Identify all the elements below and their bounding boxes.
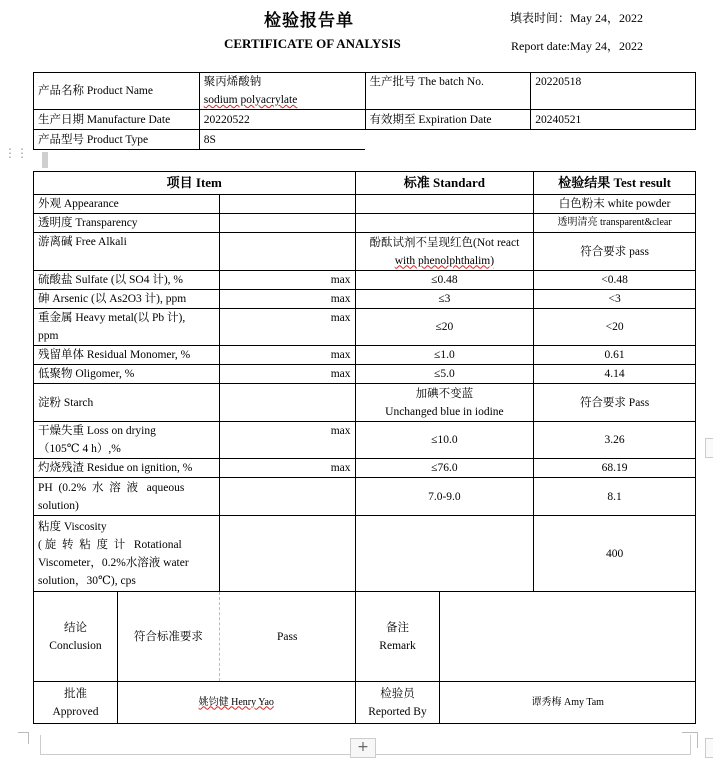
item-line: solution) bbox=[38, 499, 79, 512]
item-cell[interactable]: 残留单体 Residual Monomer, % bbox=[34, 346, 220, 365]
empty-cell bbox=[365, 130, 531, 150]
table-row bbox=[34, 478, 696, 516]
item-line: 重金属 Heavy metal(以 Pb 计), bbox=[38, 312, 186, 324]
add-row-icon[interactable]: + bbox=[350, 738, 376, 758]
conclusion-row bbox=[34, 592, 696, 682]
max-cell[interactable]: max bbox=[219, 309, 355, 346]
max-cell[interactable]: max bbox=[219, 271, 355, 290]
document-title-en: CERTIFICATE OF ANALYSIS bbox=[224, 36, 401, 51]
max-cell[interactable] bbox=[219, 516, 355, 592]
item-cell[interactable]: 游离碱 Free Alkali bbox=[34, 233, 220, 271]
standard-line: Unchanged blue in iodine bbox=[385, 405, 504, 418]
batch-value[interactable]: 20220518 bbox=[531, 73, 696, 110]
reported-by-value[interactable]: 谭秀梅 Amy Tam bbox=[440, 682, 696, 724]
item-cell[interactable]: 外观 Appearance bbox=[34, 195, 220, 214]
batch-label: 生产批号 The batch No. bbox=[365, 73, 531, 110]
standard-cell[interactable]: ≤0.48 bbox=[355, 271, 534, 290]
table-row bbox=[34, 516, 696, 592]
max-cell[interactable]: max bbox=[219, 290, 355, 309]
empty-cell bbox=[531, 130, 696, 150]
standard-cell[interactable]: ≤5.0 bbox=[355, 365, 534, 384]
item-line: PH (0.2% 水 溶 液 aqueous bbox=[38, 481, 185, 494]
result-cell[interactable]: <20 bbox=[534, 309, 696, 346]
standard-cell[interactable] bbox=[355, 384, 534, 422]
result-cell[interactable]: <3 bbox=[534, 290, 696, 309]
table-row bbox=[34, 365, 696, 384]
item-line: Viscometer，0.2%水溶液 water bbox=[38, 556, 189, 569]
standard-cell[interactable] bbox=[355, 233, 534, 271]
remark-label: 备注 Remark bbox=[355, 592, 440, 682]
table-row bbox=[34, 459, 696, 478]
standard-cell[interactable] bbox=[355, 214, 534, 233]
standard-cell[interactable]: 7.0-9.0 bbox=[355, 478, 534, 516]
table-move-handle-icon[interactable]: ⋮⋮ bbox=[4, 146, 28, 160]
page-corner-mark bbox=[682, 732, 698, 733]
item-cell[interactable]: 淀粉 Starch bbox=[34, 384, 220, 422]
table-row bbox=[34, 346, 696, 365]
column-header-standard: 标准 Standard bbox=[355, 172, 534, 195]
result-cell[interactable]: 3.26 bbox=[534, 422, 696, 459]
standard-line: 酚酞试剂不呈现红色(Not react bbox=[369, 236, 520, 249]
standard-cell[interactable]: ≤20 bbox=[355, 309, 534, 346]
page-corner-mark bbox=[28, 732, 29, 744]
result-cell[interactable]: 4.14 bbox=[534, 365, 696, 384]
standard-line: 加碘不变蓝 bbox=[415, 387, 474, 400]
document-title-cn: 检验报告单 bbox=[264, 11, 354, 30]
approval-row bbox=[34, 682, 696, 724]
conclusion-value-en[interactable]: Pass bbox=[219, 592, 355, 682]
result-cell[interactable]: 8.1 bbox=[534, 478, 696, 516]
max-cell[interactable] bbox=[219, 195, 355, 214]
max-cell[interactable]: max bbox=[219, 459, 355, 478]
max-cell[interactable]: max bbox=[219, 365, 355, 384]
page-margin-line bbox=[690, 735, 691, 755]
result-cell[interactable]: 透明清亮 transparent&clear bbox=[534, 214, 696, 233]
max-cell[interactable] bbox=[219, 478, 355, 516]
approved-label: 批准 Approved bbox=[34, 682, 118, 724]
item-line: 粘度 Viscosity bbox=[38, 520, 107, 533]
table-row bbox=[34, 384, 696, 422]
expiration-date-label: 有效期至 Expiration Date bbox=[365, 110, 531, 130]
approved-by-value[interactable]: 姚钧健 Henry Yao bbox=[117, 682, 355, 724]
table-row bbox=[34, 233, 696, 271]
result-cell[interactable]: 符合要求 pass bbox=[534, 233, 696, 271]
result-cell[interactable]: 68.19 bbox=[534, 459, 696, 478]
standard-cell[interactable]: ≤1.0 bbox=[355, 346, 534, 365]
table-row bbox=[34, 271, 696, 290]
max-cell[interactable] bbox=[219, 233, 355, 271]
result-cell[interactable]: 白色粉末 white powder bbox=[534, 195, 696, 214]
product-name-label: 产品名称 Product Name bbox=[34, 73, 200, 110]
product-info-table bbox=[33, 72, 696, 150]
standard-cell[interactable]: ≤3 bbox=[355, 290, 534, 309]
item-line: 干燥失重 Loss on drying bbox=[38, 425, 156, 437]
conclusion-value-cn[interactable]: 符合标准要求 bbox=[117, 592, 219, 682]
item-line: ppm bbox=[38, 330, 59, 342]
manufacture-date-label: 生产日期 Manufacture Date bbox=[34, 110, 200, 130]
standard-cell[interactable]: ≤76.0 bbox=[355, 459, 534, 478]
item-cell[interactable]: 低聚物 Oligomer, % bbox=[34, 365, 220, 384]
standard-cell[interactable] bbox=[355, 516, 534, 592]
item-cell[interactable]: 硫酸盐 Sulfate (以 SO4 计), % bbox=[34, 271, 220, 290]
product-name-en: sodium polyacrylate bbox=[203, 94, 298, 106]
resize-handle[interactable] bbox=[705, 738, 713, 758]
page-margin-line bbox=[40, 735, 41, 755]
item-cell[interactable]: 砷 Arsenic (以 As2O3 计), ppm bbox=[34, 290, 220, 309]
column-header-item: 项目 Item bbox=[34, 172, 356, 195]
product-name-cn: 聚丙烯酸钠 bbox=[203, 76, 262, 88]
table-row bbox=[34, 290, 696, 309]
result-cell[interactable]: 0.61 bbox=[534, 346, 696, 365]
table-row bbox=[34, 422, 696, 459]
standard-cell[interactable]: ≤10.0 bbox=[355, 422, 534, 459]
max-cell[interactable]: max bbox=[219, 346, 355, 365]
result-cell[interactable]: <0.48 bbox=[534, 271, 696, 290]
result-cell[interactable]: 符合要求 Pass bbox=[534, 384, 696, 422]
expiration-date-value[interactable]: 20240521 bbox=[531, 110, 696, 130]
item-cell[interactable] bbox=[34, 478, 220, 516]
item-line: ( 旋 转 粘 度 计 Rotational bbox=[38, 538, 182, 551]
resize-handle[interactable] bbox=[705, 438, 713, 458]
table-row bbox=[34, 214, 696, 233]
conclusion-label: 结论 Conclusion bbox=[34, 592, 118, 682]
table-row bbox=[34, 309, 696, 346]
item-cell[interactable] bbox=[34, 309, 220, 346]
item-cell[interactable]: 灼烧残渣 Residue on ignition, % bbox=[34, 459, 220, 478]
product-name-value[interactable] bbox=[199, 73, 365, 110]
manufacture-date-value[interactable]: 20220522 bbox=[199, 110, 365, 130]
item-cell[interactable]: 透明度 Transparency bbox=[34, 214, 220, 233]
result-cell[interactable]: 400 bbox=[534, 516, 696, 592]
item-cell[interactable] bbox=[34, 516, 220, 592]
standard-cell[interactable] bbox=[355, 195, 534, 214]
item-cell[interactable] bbox=[34, 422, 220, 459]
max-cell[interactable]: max bbox=[219, 422, 355, 459]
item-line: solution，30℃), cps bbox=[38, 574, 136, 587]
product-type-value[interactable]: 8S bbox=[199, 130, 365, 150]
report-date: Report date:May 24，2022 bbox=[511, 39, 643, 53]
paragraph-marker bbox=[42, 152, 48, 168]
fill-date: 填表时间：May 24，2022 bbox=[510, 11, 643, 25]
product-type-label: 产品型号 Product Type bbox=[34, 130, 200, 150]
remark-value[interactable] bbox=[440, 592, 696, 682]
item-line: （105℃ 4 h）,% bbox=[38, 443, 121, 455]
max-cell[interactable] bbox=[219, 384, 355, 422]
reported-label: 检验员 Reported By bbox=[355, 682, 440, 724]
standard-line: with phenolphthalim) bbox=[394, 254, 495, 267]
page-corner-mark bbox=[697, 732, 698, 748]
page-corner-mark bbox=[18, 732, 29, 733]
column-header-result: 检验结果 Test result bbox=[534, 172, 696, 195]
max-cell[interactable] bbox=[219, 214, 355, 233]
table-row bbox=[34, 195, 696, 214]
analysis-table bbox=[33, 171, 696, 724]
